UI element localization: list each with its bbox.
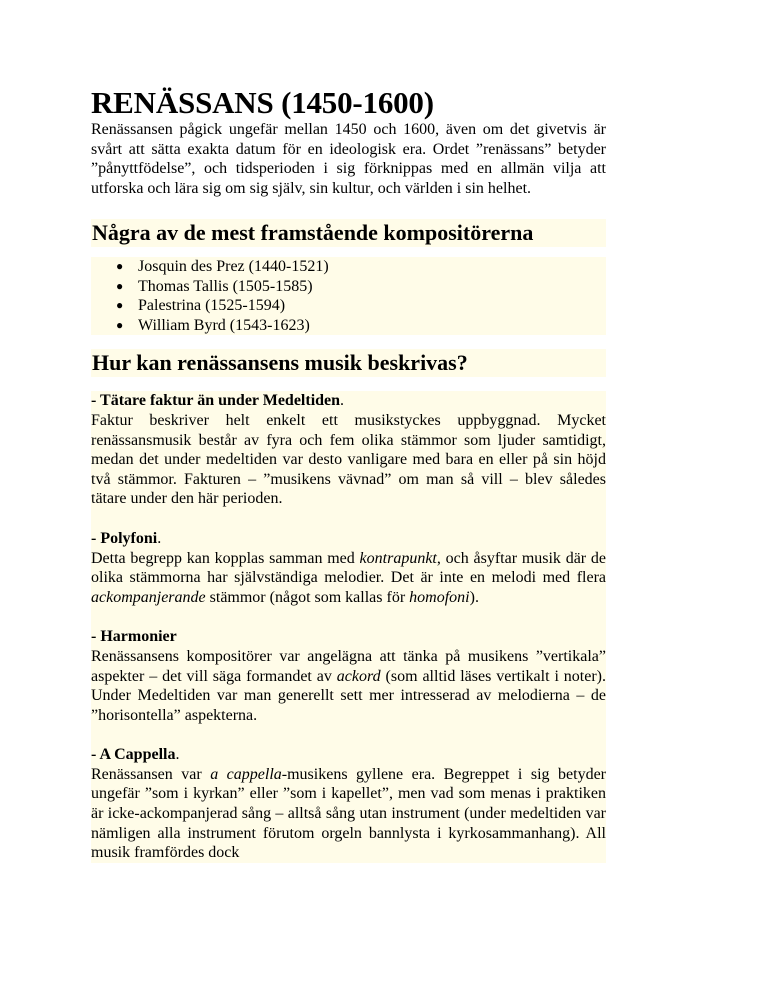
section-texture: - Tätare faktur än under Medeltiden. Faktur beskriver helt enkelt ett musikstyckes uppbyggnad. Mycket renässansmusik består av fyra och fem olika stämmor som ljuder samtidigt, medan det under medeltiden var desto vanligare med bara en eller på sin höjd två stämmor. Fakturen – ”musikens vävnad” om man så vill – blev således tätare under den här perioden. [91, 391, 606, 529]
section-text: Faktur beskriver helt enkelt ett musikstyckes uppbyggnad. Mycket renässansmusik består av fyra och fem olika stämmor som ljuder samtidigt, medan det under medeltiden var desto vanligare med bara en eller på sin höjd två stämmor. Fakturen – ”musikens vävnad” om man så vill – blev således tätare under den här perioden. [91, 411, 606, 508]
section-title: - Tätare faktur än under Medeltiden [91, 392, 341, 410]
bullet-icon: ● [116, 259, 124, 274]
section-title: - Harmonier [91, 628, 177, 646]
intro-paragraph: Renässansen pågick ungefär mellan 1450 och 1600, även om det givetvis är svårt att sätta exakta datum för en ideologisk era. Ordet ”renässans” betyder ”pånyttfödelse”, och tidsperioden i sig förknippas med en allmän vilja att utforska och lära sig om sig själv, sin kultur, och världen i sin helhet. [91, 121, 606, 197]
composers-heading: Några av de mest framstående kompositörerna [91, 219, 606, 247]
bullet-icon: ● [116, 317, 124, 332]
bullet-icon: ● [116, 298, 124, 313]
composers-list [91, 257, 606, 335]
bullet-icon: ● [116, 278, 124, 293]
page-title: RENÄSSANS (1450-1600) [91, 85, 434, 120]
music-heading: Hur kan renässansens musik beskrivas? [91, 349, 606, 377]
section-polyphony: - Polyfoni. Detta begrepp kan kopplas samman med kontrapunkt, och åsyftar musik där de olika stämmorna har självständiga melodier. Det är inte en melodi med flera ackompanjerande stämmor (något som kallas för homofoni). [91, 529, 606, 627]
section-title: - A Cappella [91, 746, 176, 764]
list-item: ● William Byrd (1543-1623) [116, 316, 310, 334]
list-item: ● Palestrina (1525-1594) [116, 297, 286, 315]
section-a-cappella: - A Cappella. Renässansen var a cappella-musikens gyllene era. Begreppet i sig betyder ungefär ”som i kyrkan” eller ”som i kapellet”, men vad som menas i praktiken är icke-ackompanjerad sång – alltså sång utan instrument (under medeltiden var nämligen alla instrument förutom orgeln bannlysta i kyrkosammanhang). All musik framfördes dock [91, 746, 607, 862]
list-item: ● Josquin des Prez (1440-1521) [116, 258, 329, 276]
list-item: ● Thomas Tallis (1505-1585) [116, 277, 313, 295]
section-title: - Polyfoni [91, 529, 158, 547]
section-harmony: - Harmonier Renässansens kompositörer var angelägna att tänka på musikens ”vertikala” aspekter – det vill säga formandet av ackord (som alltid läses vertikalt i noter). Under Medeltiden var man generellt sett mer intresserad av melodierna – de ”horisontella” aspekterna. [91, 627, 606, 745]
music-sections [91, 391, 606, 862]
document-content [91, 86, 606, 863]
composers-list-block [91, 257, 606, 335]
